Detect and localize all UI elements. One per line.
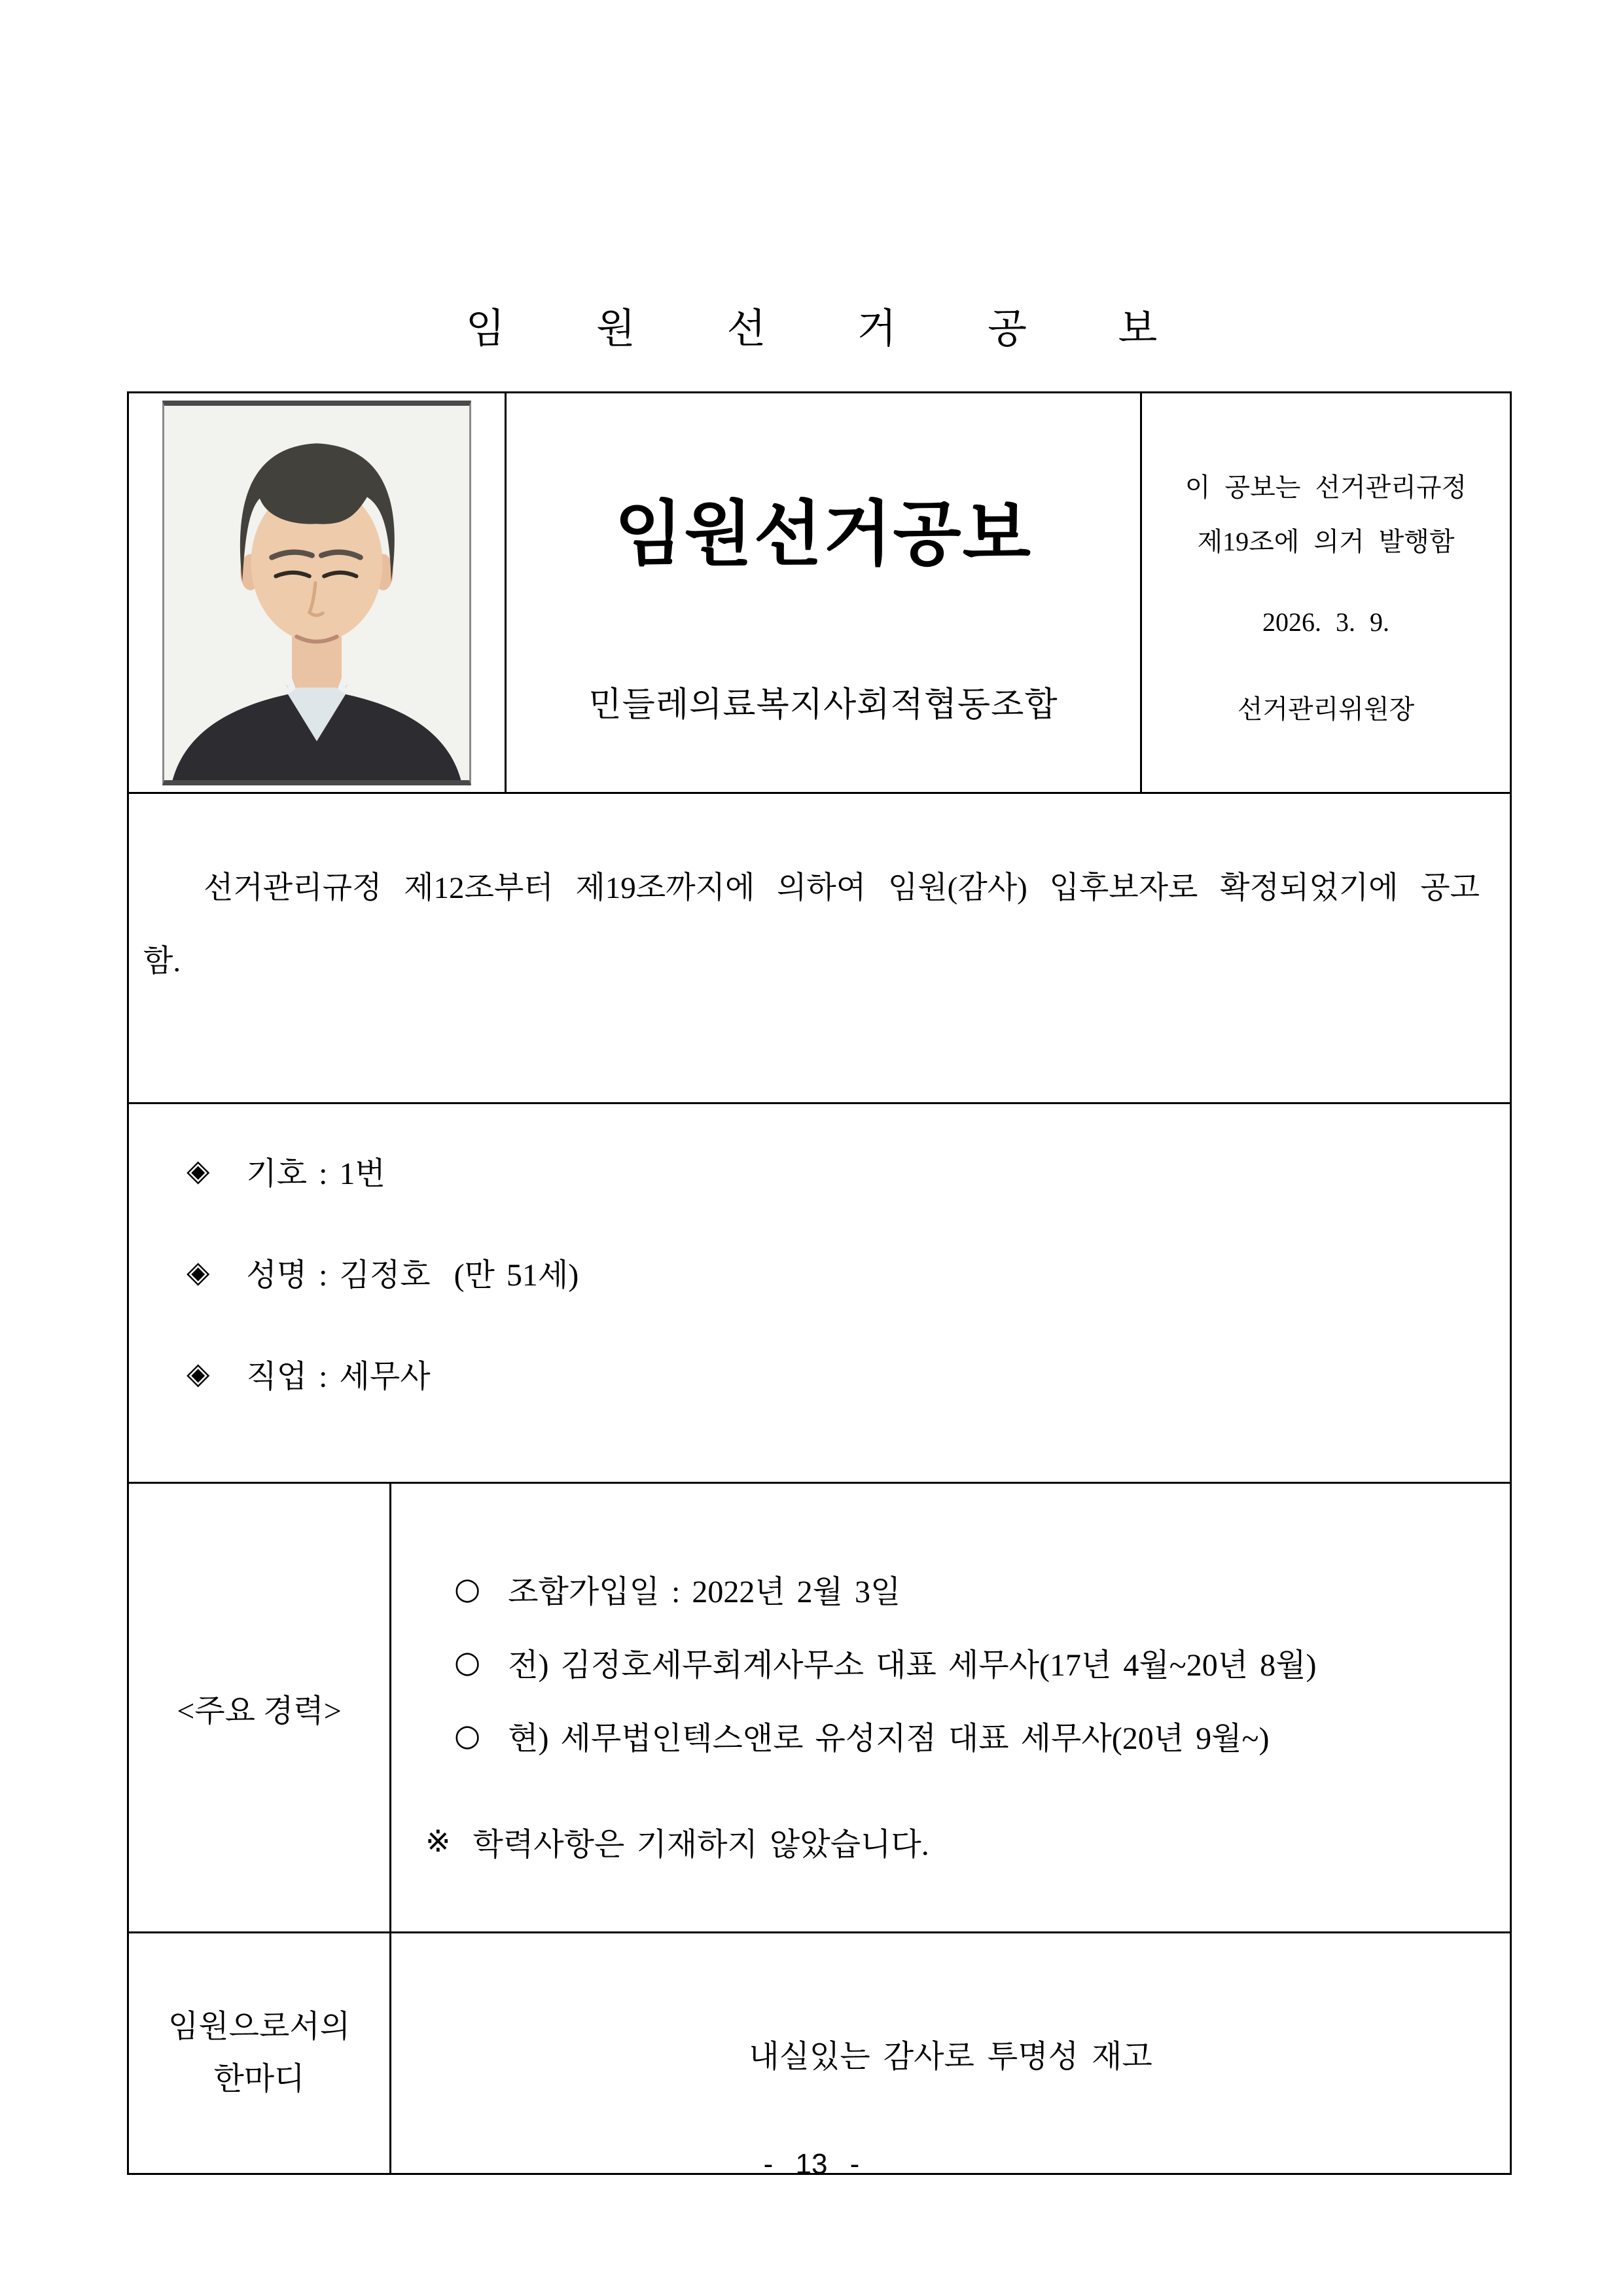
reference-mark-icon: ※ xyxy=(425,1823,451,1859)
education-note xyxy=(425,1804,1490,1878)
education-note-text: 학력사항은 기재하지 않았습니다. xyxy=(473,1827,929,1862)
career-item xyxy=(454,1552,1490,1625)
career-list-cell xyxy=(391,1484,1510,1931)
message-row xyxy=(129,1931,1510,2173)
candidate-message: 내실있는 감사로 투명성 재고 xyxy=(749,2039,1152,2074)
announcement-row xyxy=(129,792,1510,1102)
message-value-cell xyxy=(391,1933,1510,2173)
candidate-number-line xyxy=(187,1150,1510,1191)
diamond-bullet-icon: ◈ xyxy=(187,1153,210,1188)
message-label-line1: 임원으로서의 xyxy=(168,2009,351,2044)
career-row xyxy=(129,1482,1510,1931)
issuance-line2: 제19조에 의거 발행함 xyxy=(1197,527,1455,556)
bulletin-table xyxy=(127,391,1512,2175)
issuer-title: 선거관리위원장 xyxy=(1237,694,1415,724)
header-row xyxy=(129,393,1510,792)
organization-name: 민들레의료복지사회적협동조합 xyxy=(588,687,1058,724)
career-label-cell xyxy=(129,1484,391,1931)
diamond-bullet-icon: ◈ xyxy=(187,1355,210,1391)
candidate-job: 직업 : 세무사 xyxy=(246,1359,431,1394)
photo-cell xyxy=(129,393,507,792)
circle-bullet-icon: ○ xyxy=(454,1571,481,1606)
title-cell xyxy=(507,393,1142,792)
career-item-text: 전) 김정호세무회계사무소 대표 세무사(17년 4월~20년 8월) xyxy=(508,1647,1317,1683)
circle-bullet-icon: ○ xyxy=(454,1717,481,1753)
candidate-photo xyxy=(162,401,471,785)
career-item xyxy=(454,1625,1490,1698)
candidate-number: 기호 : 1번 xyxy=(246,1156,385,1191)
page-number: - 13 - xyxy=(763,2148,860,2180)
page-title xyxy=(0,296,1623,354)
bulletin-title: 임원선거공보 xyxy=(615,496,1032,574)
message-label-cell xyxy=(129,1933,391,2173)
candidate-job-line xyxy=(187,1353,1510,1393)
message-label-line2: 한마디 xyxy=(213,2062,305,2096)
candidate-name-line xyxy=(187,1251,1510,1292)
issuance-cell xyxy=(1142,393,1510,792)
diamond-bullet-icon: ◈ xyxy=(187,1254,210,1289)
issuance-date: 2026. 3. 9. xyxy=(1262,607,1389,637)
career-item-text: 현) 세무법인텍스앤로 유성지점 대표 세무사(20년 9월~) xyxy=(508,1721,1270,1756)
circle-bullet-icon: ○ xyxy=(454,1644,481,1679)
candidate-photo-illustration xyxy=(164,406,469,780)
career-item-text: 조합가입일 : 2022년 2월 3일 xyxy=(508,1574,901,1609)
page-title-text: 임 원 선 거 공 보 xyxy=(465,307,1198,351)
career-section-label: <주요 경력> xyxy=(177,1693,342,1729)
candidate-info-row xyxy=(129,1102,1510,1482)
candidate-name: 성명 : 김정호 (만 51세) xyxy=(246,1257,579,1293)
issuance-line1: 이 공보는 선거관리규정 xyxy=(1185,473,1467,502)
career-item xyxy=(454,1698,1490,1772)
announcement-text: 선거관리규정 제12조부터 제19조까지에 의하여 임원(감사) 입후보자로 확정되었기에 공고함. xyxy=(143,871,1480,978)
